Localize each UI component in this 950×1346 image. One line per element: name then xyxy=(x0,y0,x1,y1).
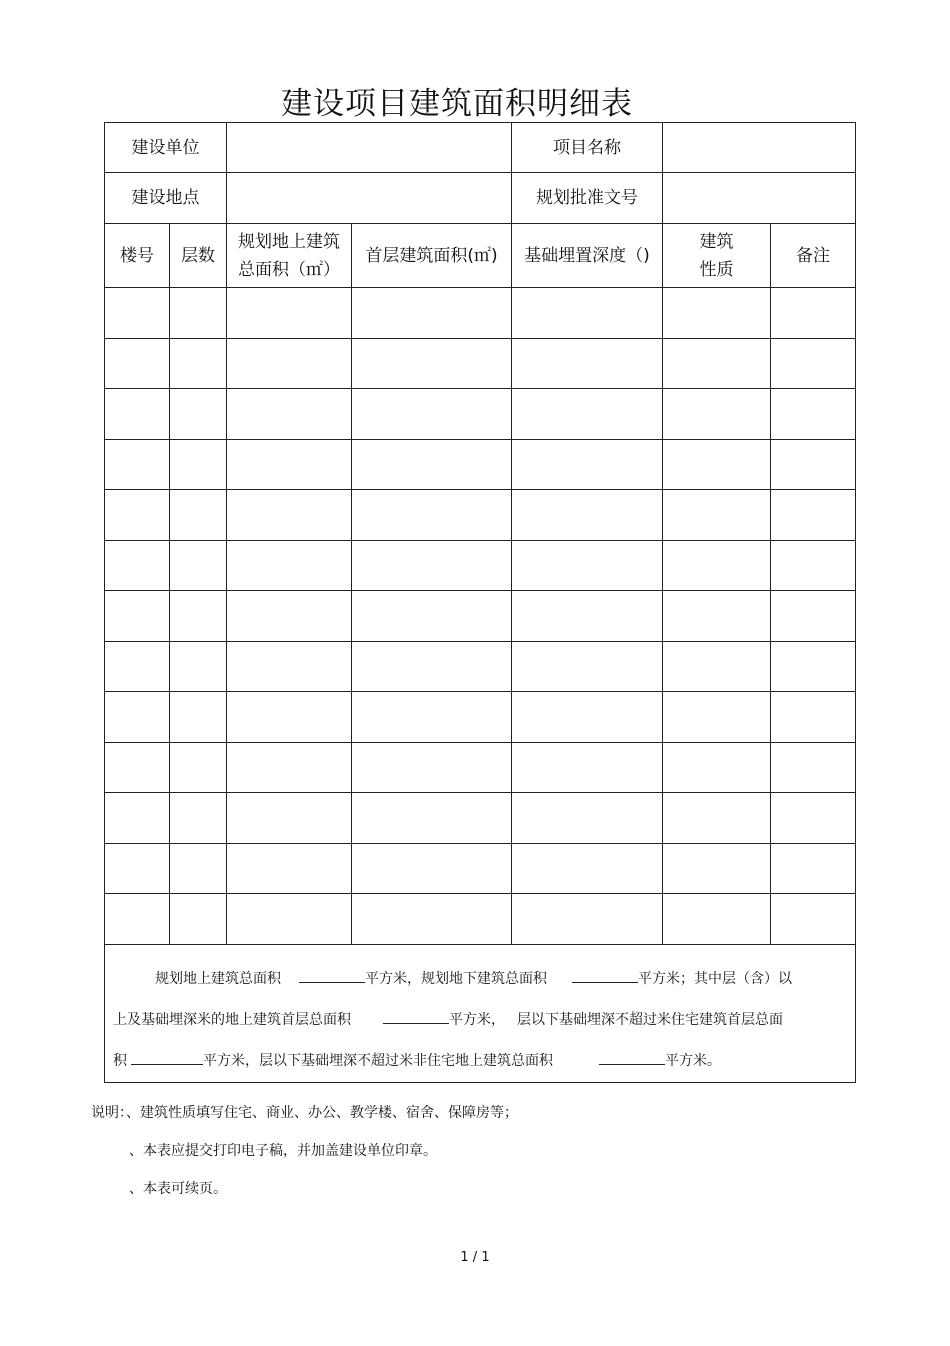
cell-above-ground-area[interactable] xyxy=(227,692,352,743)
cell-foundation-depth[interactable] xyxy=(512,692,663,743)
cell-building-nature[interactable] xyxy=(663,692,771,743)
cell-foundation-depth[interactable] xyxy=(512,742,663,793)
cell-remarks[interactable] xyxy=(771,742,856,793)
summary-text-6: 层以下基础埋深不超过米住宅建筑首层总面 xyxy=(517,1011,783,1028)
construction-unit-label: 建设单位 xyxy=(105,123,227,173)
cell-building-no[interactable] xyxy=(105,338,170,389)
cell-remarks[interactable] xyxy=(771,288,856,339)
page-number: 1 / 1 xyxy=(460,1250,490,1265)
project-name-field[interactable] xyxy=(663,123,856,173)
table-row xyxy=(105,591,856,642)
summary-text-1: 规划地上建筑总面积 xyxy=(155,970,281,987)
cell-first-floor-area[interactable] xyxy=(352,439,512,490)
cell-remarks[interactable] xyxy=(771,692,856,743)
cell-building-no[interactable] xyxy=(105,894,170,945)
cell-building-no[interactable] xyxy=(105,591,170,642)
cell-first-floor-area[interactable] xyxy=(352,692,512,743)
cell-above-ground-area[interactable] xyxy=(227,439,352,490)
table-row xyxy=(105,490,856,541)
cell-building-nature[interactable] xyxy=(663,338,771,389)
cell-remarks[interactable] xyxy=(771,591,856,642)
notes xyxy=(91,1094,518,1208)
cell-above-ground-area[interactable] xyxy=(227,389,352,440)
summary-text-5: 平方米， xyxy=(449,1011,505,1028)
cell-floors[interactable] xyxy=(170,439,227,490)
cell-above-ground-area[interactable] xyxy=(227,490,352,541)
summary-text-3: 平方米；其中层（含）以 xyxy=(638,970,792,987)
cell-building-nature[interactable] xyxy=(663,894,771,945)
col-header-building-nature xyxy=(663,224,771,288)
note-2: 、本表应提交打印电子稿，并加盖建设单位印章。 xyxy=(129,1143,437,1159)
cell-above-ground-area[interactable] xyxy=(227,894,352,945)
table-row xyxy=(105,389,856,440)
col-header-above-ground-area-line2: 总面积（㎡） xyxy=(238,259,340,280)
cell-building-no[interactable] xyxy=(105,793,170,844)
cell-remarks[interactable] xyxy=(771,793,856,844)
table-row xyxy=(105,540,856,591)
summary-text-9: 平方米。 xyxy=(665,1052,721,1069)
table-row xyxy=(105,692,856,743)
cell-above-ground-area[interactable] xyxy=(227,793,352,844)
cell-floors[interactable] xyxy=(170,591,227,642)
cell-first-floor-area[interactable] xyxy=(352,793,512,844)
col-header-building-nature-line1: 建筑 xyxy=(699,231,734,252)
cell-floors[interactable] xyxy=(170,843,227,894)
col-header-above-ground-area-line1: 规划地上建筑 xyxy=(238,231,340,252)
col-header-building-nature-line2: 性质 xyxy=(699,259,734,280)
summary-text-4: 上及基础埋深米的地上建筑首层总面积 xyxy=(113,1011,351,1028)
summary-line-2 xyxy=(113,1000,849,1041)
cell-building-no[interactable] xyxy=(105,439,170,490)
cell-first-floor-area[interactable] xyxy=(352,742,512,793)
col-header-building-no: 楼号 xyxy=(105,224,170,288)
cell-building-no[interactable] xyxy=(105,641,170,692)
cell-building-nature[interactable] xyxy=(663,742,771,793)
construction-site-field[interactable] xyxy=(227,173,512,224)
summary-text xyxy=(105,945,855,1082)
cell-foundation-depth[interactable] xyxy=(512,591,663,642)
document-title: 建设项目建筑面积明细表 xyxy=(281,86,633,122)
col-header-above-ground-area xyxy=(227,224,352,288)
construction-site-label: 建设地点 xyxy=(105,173,227,224)
cell-building-no[interactable] xyxy=(105,692,170,743)
summary-text-2: 平方米，规划地下建筑总面积 xyxy=(365,970,547,987)
cell-floors[interactable] xyxy=(170,742,227,793)
approval-doc-field[interactable] xyxy=(663,173,856,224)
first-floor-total-area-blank[interactable] xyxy=(383,1008,449,1024)
cell-remarks[interactable] xyxy=(771,389,856,440)
cell-floors[interactable] xyxy=(170,389,227,440)
cell-first-floor-area[interactable] xyxy=(352,490,512,541)
construction-unit-field[interactable] xyxy=(227,123,512,173)
cell-building-nature[interactable] xyxy=(663,540,771,591)
cell-building-no[interactable] xyxy=(105,540,170,591)
cell-floors[interactable] xyxy=(170,894,227,945)
total-underground-area-blank[interactable] xyxy=(572,967,638,983)
cell-floors[interactable] xyxy=(170,288,227,339)
cell-floors[interactable] xyxy=(170,793,227,844)
cell-foundation-depth[interactable] xyxy=(512,793,663,844)
col-header-foundation-depth: 基础埋置深度（) xyxy=(512,224,663,288)
cell-building-no[interactable] xyxy=(105,389,170,440)
cell-first-floor-area[interactable] xyxy=(352,591,512,642)
cell-foundation-depth[interactable] xyxy=(512,843,663,894)
cell-first-floor-area[interactable] xyxy=(352,338,512,389)
cell-building-no[interactable] xyxy=(105,843,170,894)
cell-above-ground-area[interactable] xyxy=(227,288,352,339)
total-above-ground-area-blank[interactable] xyxy=(299,967,365,983)
summary-text-7: 积 xyxy=(113,1052,127,1069)
cell-foundation-depth[interactable] xyxy=(512,894,663,945)
building-area-table xyxy=(104,122,856,1083)
cell-above-ground-area[interactable] xyxy=(227,540,352,591)
cell-building-nature[interactable] xyxy=(663,843,771,894)
cell-building-nature[interactable] xyxy=(663,641,771,692)
cell-building-no[interactable] xyxy=(105,490,170,541)
cell-first-floor-area[interactable] xyxy=(352,389,512,440)
residential-first-floor-area-blank[interactable] xyxy=(131,1049,203,1065)
cell-above-ground-area[interactable] xyxy=(227,641,352,692)
summary-line-1 xyxy=(113,959,849,1000)
table-row xyxy=(105,641,856,692)
cell-first-floor-area[interactable] xyxy=(352,540,512,591)
cell-floors[interactable] xyxy=(170,692,227,743)
cell-remarks[interactable] xyxy=(771,894,856,945)
cell-building-no[interactable] xyxy=(105,742,170,793)
cell-remarks[interactable] xyxy=(771,338,856,389)
cell-first-floor-area[interactable] xyxy=(352,843,512,894)
cell-building-nature[interactable] xyxy=(663,490,771,541)
cell-above-ground-area[interactable] xyxy=(227,843,352,894)
approval-doc-label: 规划批准文号 xyxy=(512,173,663,224)
cell-first-floor-area[interactable] xyxy=(352,894,512,945)
cell-floors[interactable] xyxy=(170,540,227,591)
cell-building-nature[interactable] xyxy=(663,591,771,642)
cell-first-floor-area[interactable] xyxy=(352,641,512,692)
cell-remarks[interactable] xyxy=(771,540,856,591)
note-1: 说明：、建筑性质填写住宅、商业、办公、教学楼、宿舍、保障房等； xyxy=(91,1105,518,1121)
table-row xyxy=(105,288,856,339)
summary-line-3 xyxy=(113,1041,849,1082)
cell-building-nature[interactable] xyxy=(663,389,771,440)
table-row xyxy=(105,894,856,945)
non-residential-area-blank[interactable] xyxy=(599,1049,665,1065)
cell-foundation-depth[interactable] xyxy=(512,338,663,389)
summary-text-8: 平方米，层以下基础埋深不超过米非住宅地上建筑总面积 xyxy=(203,1052,553,1069)
cell-above-ground-area[interactable] xyxy=(227,338,352,389)
table-row xyxy=(105,439,856,490)
cell-floors[interactable] xyxy=(170,641,227,692)
cell-foundation-depth[interactable] xyxy=(512,641,663,692)
cell-building-nature[interactable] xyxy=(663,288,771,339)
table-row xyxy=(105,843,856,894)
cell-first-floor-area[interactable] xyxy=(352,288,512,339)
cell-remarks[interactable] xyxy=(771,641,856,692)
cell-remarks[interactable] xyxy=(771,490,856,541)
cell-foundation-depth[interactable] xyxy=(512,389,663,440)
cell-building-nature[interactable] xyxy=(663,793,771,844)
cell-remarks[interactable] xyxy=(771,843,856,894)
cell-above-ground-area[interactable] xyxy=(227,742,352,793)
table-row xyxy=(105,793,856,844)
cell-remarks[interactable] xyxy=(771,439,856,490)
cell-foundation-depth[interactable] xyxy=(512,288,663,339)
table-row xyxy=(105,338,856,389)
col-header-first-floor-area: 首层建筑面积(㎡) xyxy=(352,224,512,288)
note-3: 、本表可续页。 xyxy=(129,1181,227,1197)
cell-foundation-depth[interactable] xyxy=(512,439,663,490)
project-name-label: 项目名称 xyxy=(512,123,663,173)
summary-cell xyxy=(105,944,856,1082)
cell-floors[interactable] xyxy=(170,490,227,541)
cell-above-ground-area[interactable] xyxy=(227,591,352,642)
cell-floors[interactable] xyxy=(170,338,227,389)
cell-foundation-depth[interactable] xyxy=(512,540,663,591)
table-row xyxy=(105,742,856,793)
cell-building-nature[interactable] xyxy=(663,439,771,490)
cell-building-no[interactable] xyxy=(105,288,170,339)
col-header-floors: 层数 xyxy=(170,224,227,288)
col-header-remarks: 备注 xyxy=(771,224,856,288)
cell-foundation-depth[interactable] xyxy=(512,490,663,541)
